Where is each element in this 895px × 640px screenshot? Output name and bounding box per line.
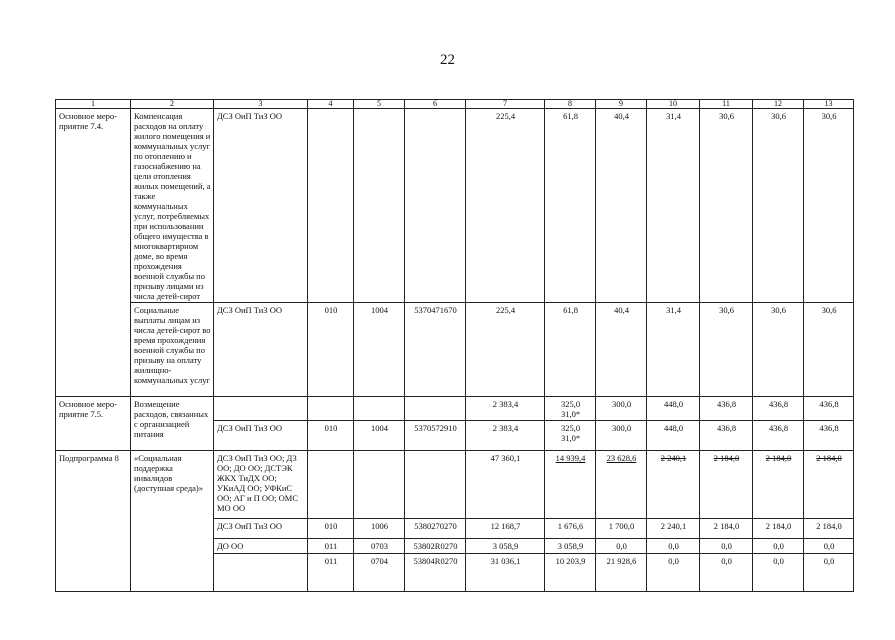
column-header: 10 [647,100,700,109]
value-cell: 0,0 [753,539,804,554]
value-cell: 21 928,6 [596,554,647,592]
value-cell: 2 240,1 [647,451,700,519]
total-cell: 2 383,4 [466,397,545,421]
page-number: 22 [440,52,455,68]
value-cell: 31,4 [647,109,700,303]
cell: 1004 [354,303,405,397]
executor-cell [214,397,308,421]
total-cell: 225,4 [466,303,545,397]
column-header: 12 [753,100,804,109]
value-cell: 0,0 [700,539,753,554]
value-cell: 436,8 [700,421,753,451]
cell [354,397,405,421]
value-cell [545,397,596,421]
column-header: 1 [56,100,131,109]
column-header: 13 [804,100,854,109]
cell: 010 [308,421,354,451]
cell [405,451,466,519]
value-cell: 1 700,0 [596,519,647,539]
value-cell: 436,8 [753,421,804,451]
cell: 0704 [354,554,405,592]
value-cell: 30,6 [753,109,804,303]
executor-cell: ДСЗ ОиП ТиЗ ОО [214,303,308,397]
total-cell: 31 036,1 [466,554,545,592]
value-cell: 2 184,0 [700,519,753,539]
cell: 5370572910 [405,421,466,451]
value-cell: 300,0 [596,397,647,421]
column-header: 2 [131,100,214,109]
value-cell: 30,6 [804,109,854,303]
event-label: Основное меро-приятие 7.5. [56,397,131,451]
value-cell: 300,0 [596,421,647,451]
value-cell: 10 203,9 [545,554,596,592]
table-row [56,303,854,397]
total-cell: 12 168,7 [466,519,545,539]
value-cell: 1 676,6 [545,519,596,539]
value-note: 31,0* [560,433,581,443]
value-cell: 2 184,0 [700,451,753,519]
table-row [56,109,854,303]
value-main: 325,0 [560,399,581,409]
value-cell: 23 628,6 [596,451,647,519]
value-cell: 30,6 [804,303,854,397]
column-header: 7 [466,100,545,109]
total-cell: 225,4 [466,109,545,303]
executor-cell: ДСЗ ОиП ТиЗ ОО [214,421,308,451]
value-cell: 2 184,0 [804,451,854,519]
cell: 010 [308,303,354,397]
cell: 1004 [354,421,405,451]
value-cell: 436,8 [804,397,854,421]
column-header: 5 [354,100,405,109]
cell: 011 [308,554,354,592]
value-cell: 2 184,0 [753,519,804,539]
column-header: 11 [700,100,753,109]
subprogram-title: «Социальная поддержка инвалидов (доступная среда)» [131,451,214,592]
value-cell: 61,8 [545,109,596,303]
value-cell: 61,8 [545,303,596,397]
cell [354,451,405,519]
value-cell: 30,6 [753,303,804,397]
cell: 53804R0270 [405,554,466,592]
value-cell: 30,6 [700,109,753,303]
table-header-row [56,100,854,109]
value-cell: 2 240,1 [647,519,700,539]
executor-cell [214,554,308,592]
value-cell: 0,0 [647,539,700,554]
value-cell: 30,6 [700,303,753,397]
value-cell: 2 184,0 [804,519,854,539]
event-description: Возмещение расходов, связанных с организацией питания [131,397,214,451]
executor-cell: ДО ОО [214,539,308,554]
total-cell: 3 058,9 [466,539,545,554]
value-cell [545,421,596,451]
column-header: 6 [405,100,466,109]
value-cell: 0,0 [753,554,804,592]
column-header: 3 [214,100,308,109]
value-cell: 436,8 [700,397,753,421]
value-cell: 40,4 [596,303,647,397]
subprogram-label: Подпрограмма 8 [56,451,131,592]
value-cell: 3 058,9 [545,539,596,554]
column-header: 4 [308,100,354,109]
cell: 53802R0270 [405,539,466,554]
value-cell: 436,8 [804,421,854,451]
value-note: 31,0* [560,409,581,419]
event-description: Социальные выплаты лицам из числа детей-сирот во время прохождения военной службы по призыву на оплату жилищно-коммунальных услуг [131,303,214,397]
table-row [56,397,854,421]
value-cell: 0,0 [596,539,647,554]
value-cell: 0,0 [647,554,700,592]
cell [308,451,354,519]
column-header: 8 [545,100,596,109]
cell [308,397,354,421]
cell: 010 [308,519,354,539]
cell [405,397,466,421]
value-cell: 40,4 [596,109,647,303]
cell [354,109,405,303]
executor-cell: ДСЗ ОиП ТиЗ ОО; ДЗ ОО; ДО ОО; ДСТЭК ЖКХ ТиДХ ОО; УКиАД ОО; УФКиС ОО; АГ и П ОО; ОМС МО ОО [214,451,308,519]
cell: 1006 [354,519,405,539]
cell: 011 [308,539,354,554]
value-cell: 0,0 [804,554,854,592]
cell: 5370471670 [405,303,466,397]
value-cell: 0,0 [804,539,854,554]
value-cell: 436,8 [753,397,804,421]
event-label: Основное меро-приятие 7.4. [56,109,131,397]
value-cell: 0,0 [700,554,753,592]
total-cell: 47 360,1 [466,451,545,519]
table-row [56,451,854,519]
total-cell: 2 383,4 [466,421,545,451]
value-cell: 31,4 [647,303,700,397]
cell: 0703 [354,539,405,554]
executor-cell: ДСЗ ОиП ТиЗ ОО [214,109,308,303]
executor-cell: ДСЗ ОиП ТиЗ ОО [214,519,308,539]
cell [308,109,354,303]
value-main: 325,0 [560,423,581,433]
value-cell: 2 184,0 [753,451,804,519]
value-cell: 14 939,4 [545,451,596,519]
cell: 5380270270 [405,519,466,539]
event-description: Компенсация расходов на оплату жилого помещения и коммунальных услуг по отоплению и газоснабжению на цели отопления жилых помещений, а также коммунальных услуг, потребляемых при использовании общего имущества в многоквартирном доме, во время прохождения военной службы по призыву лицами из числа детей-сирот [131,109,214,303]
cell [405,109,466,303]
budget-table [55,99,854,592]
value-cell: 448,0 [647,397,700,421]
value-cell: 448,0 [647,421,700,451]
column-header: 9 [596,100,647,109]
